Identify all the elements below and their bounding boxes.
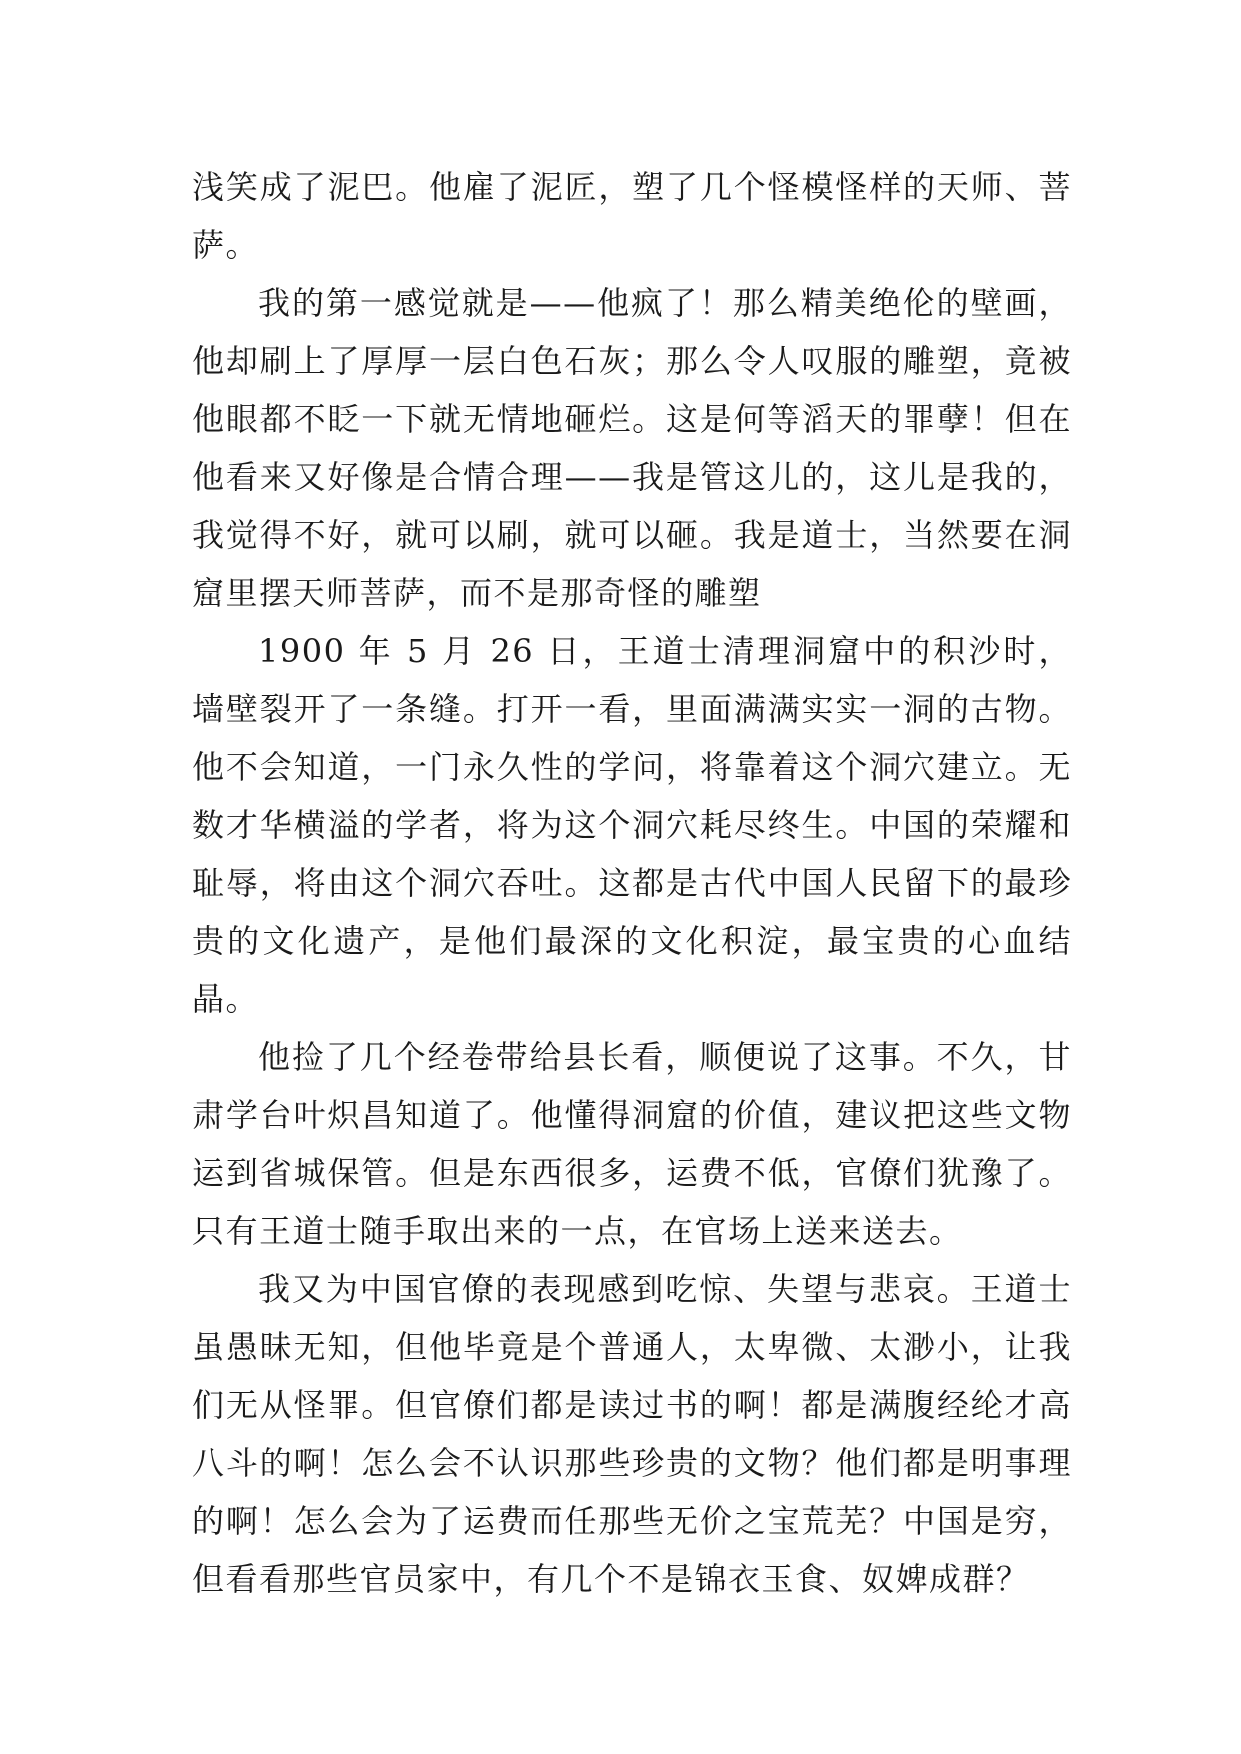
- paragraph-1: 浅笑成了泥巴。他雇了泥匠，塑了几个怪模怪样的天师、菩萨。: [192, 168, 1072, 264]
- paragraph-5: 我又为中国官僚的表现感到吃惊、失望与悲哀。王道士虽愚昧无知，但他毕竟是个普通人，太卑微、太渺小，让我们无从怪罪。但官僚们都是读过书的啊！都是满腹经纶才高八斗的啊！怎么会不认识那些珍贵的文物？他们都是明事理的啊！怎么会为了运费而任那些无价之宝荒芜？中国是穷，但看看那些官员家中，有几个不是锦衣玉食、奴婢成群？: [192, 1270, 1072, 1598]
- document-page: [192, 158, 1072, 1608]
- paragraph-4: 他捡了几个经卷带给县长看，顺便说了这事。不久，甘肃学台叶炽昌知道了。他懂得洞窟的价值，建议把这些文物运到省城保管。但是东西很多，运费不低，官僚们犹豫了。只有王道士随手取出来的一点，在官场上送来送去。: [192, 1038, 1072, 1250]
- paragraph-3: 1900 年 5 月 26 日，王道士清理洞窟中的积沙时，墙壁裂开了一条缝。打开一看，里面满满实实一洞的古物。他不会知道，一门永久性的学问，将靠着这个洞穴建立。无数才华横溢的学者，将为这个洞穴耗尽终生。中国的荣耀和耻辱，将由这个洞穴吞吐。这都是古代中国人民留下的最珍贵的文化遗产，是他们最深的文化积淀，最宝贵的心血结晶。: [192, 632, 1072, 1018]
- paragraph-2: 我的第一感觉就是——他疯了！那么精美绝伦的壁画，他却刷上了厚厚一层白色石灰；那么令人叹服的雕塑，竟被他眼都不眨一下就无情地砸烂。这是何等滔天的罪孽！但在他看来又好像是合情合理——我是管这儿的，这儿是我的，我觉得不好，就可以刷，就可以砸。我是道士，当然要在洞窟里摆天师菩萨，而不是那奇怪的雕塑: [192, 284, 1072, 612]
